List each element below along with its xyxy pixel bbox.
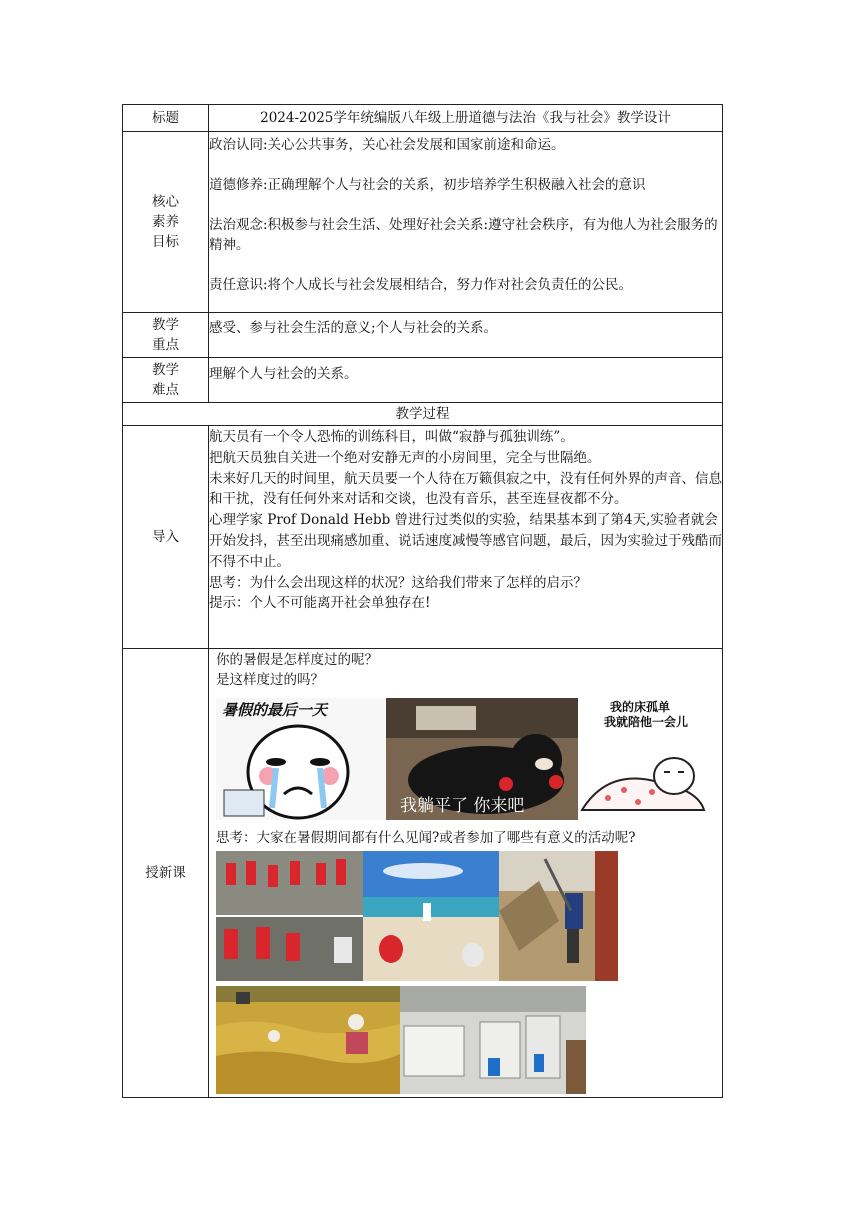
meme-caption: 我躺平了 你来吧 xyxy=(400,796,525,816)
beach-cleanup-photo xyxy=(363,851,499,981)
goal-law: 法治观念:积极参与社会生活、处理好社会关系:遵守社会秩序，有为他人为社会服务的精神。 xyxy=(209,217,718,253)
intro-paragraph: 心理学家 Prof Donald Hebb 曾进行过类似的实验，结果基本到了第4天,实验者就会开始发抖，甚至出现痛感加重、说话速度减慢等感官问题，最后，因为实验过于残酷而不得不中止。 xyxy=(209,512,722,570)
key-points-text: 感受、参与社会生活的意义;个人与社会的关系。 xyxy=(209,313,723,358)
meme-crying-face-image xyxy=(216,698,386,820)
title-value: 2024-2025学年统编版八年级上册道德与法治《我与社会》教学设计 xyxy=(209,105,723,132)
core-goals-row xyxy=(123,132,723,313)
intro-row xyxy=(123,426,723,649)
new-lesson-content xyxy=(209,649,723,1098)
key-points-label: 教学 重点 xyxy=(123,313,209,358)
title-label: 标题 xyxy=(123,105,209,132)
intro-hint: 提示：个人不可能离开社会单独存在! xyxy=(209,595,431,612)
process-header-row xyxy=(123,403,723,426)
core-goals-content xyxy=(209,132,723,313)
process-header: 教学过程 xyxy=(123,403,723,426)
volunteers-illustration xyxy=(216,851,363,981)
beach-illustration xyxy=(363,851,499,981)
new-lesson-row xyxy=(123,649,723,1098)
intro-paragraph: 把航天员独自关进一个绝对安静无声的小房间里，完全与世隔绝。 xyxy=(209,449,601,466)
difficulties-label: 教学 难点 xyxy=(123,358,209,403)
intro-label: 导入 xyxy=(123,426,209,649)
difficulties-row xyxy=(123,358,723,403)
field-hoe-illustration xyxy=(499,851,618,981)
core-goals-label: 核心 素养 目标 xyxy=(123,132,209,313)
volunteer-cleanup-photo xyxy=(216,851,363,981)
goal-political: 政治认同:关心公共事务，关心社会发展和国家前途和命运。 xyxy=(209,137,565,153)
rice-harvest-photo xyxy=(216,986,400,1094)
meme-image-row xyxy=(216,698,722,820)
meme-bed-image xyxy=(578,698,708,820)
rice-mill-machine-photo xyxy=(400,986,586,1094)
meme-bear-image xyxy=(386,698,578,820)
title-row xyxy=(123,105,723,132)
intro-paragraph: 航天员有一个令人恐怖的训练科目，叫做“寂静与孤独训练”。 xyxy=(209,429,574,445)
rice-field-illustration xyxy=(216,986,400,1094)
meme-caption: 暑假的最后一天 xyxy=(222,701,328,719)
intro-content xyxy=(209,426,723,649)
activity-photo-row-2 xyxy=(216,986,722,1094)
machinery-illustration xyxy=(400,986,586,1094)
lesson-plan-table xyxy=(122,104,723,1098)
intro-question: 思考：为什么会出现这样的状况？这给我们带来了怎样的启示？ xyxy=(209,574,587,591)
key-points-row xyxy=(123,313,723,358)
goal-moral: 道德修养:正确理解个人与社会的关系，初步培养学生积极融入社会的意识 xyxy=(209,177,646,193)
question-summer: 你的暑假是怎样度过的呢？ xyxy=(216,652,378,668)
new-lesson-label: 授新课 xyxy=(123,649,209,1098)
difficulties-text: 理解个人与社会的关系。 xyxy=(209,358,723,403)
question-like-this: 是这样度过的吗？ xyxy=(216,672,324,688)
meme-caption: 我的床孤单 xyxy=(610,700,671,714)
activity-photo-row-1 xyxy=(216,851,722,981)
goal-responsibility: 责任意识:将个人成长与社会发展相结合，努力作对社会负责任的公民。 xyxy=(209,277,633,293)
meme-caption: 我就陪他一会儿 xyxy=(604,715,689,729)
question-activities: 思考：大家在暑假期间都有什么见闻?或者参加了哪些有意义的活动呢? xyxy=(216,830,636,846)
intro-paragraph: 未来好几天的时间里，航天员要一个人待在万籁俱寂之中，没有任何外界的声音、信息和干扰，没有任何外来对话和交谈，也没有音乐，甚至连昼夜都不分。 xyxy=(209,470,722,508)
farm-work-photo xyxy=(499,851,618,981)
